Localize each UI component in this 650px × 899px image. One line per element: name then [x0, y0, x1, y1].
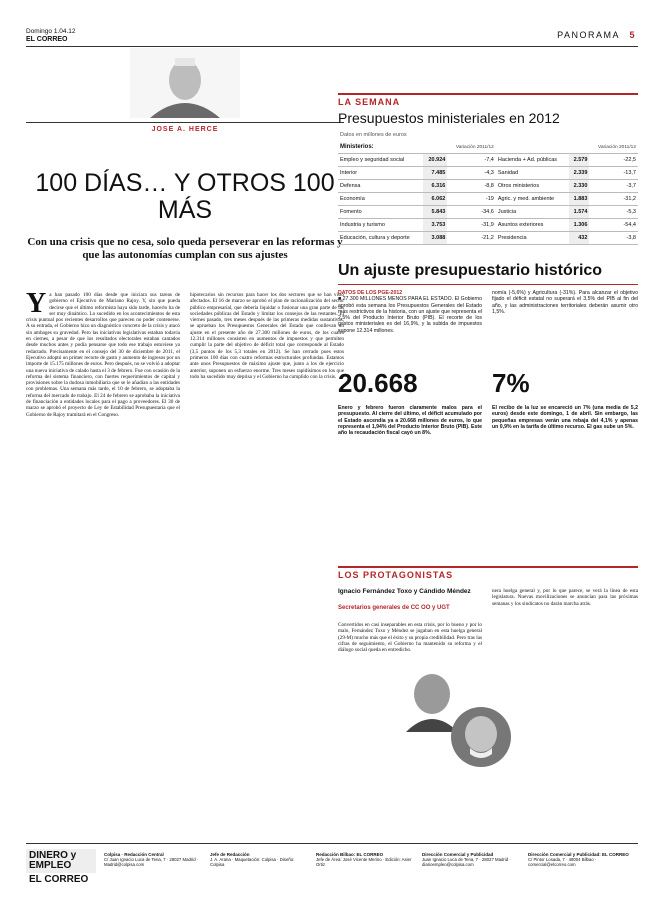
- budget-table: [338, 141, 638, 245]
- row-value-right: 2.579: [569, 154, 590, 167]
- protagonists-body: Convertidos en casi inseparables en esta crisis, por lo bueno y por lo malo, Fernández Toxo y Méndez se jugaban en esta huelga general (29-M) mucho más que el éxito y su propia credibilidad. Pero tras las cifras de seguimiento, el Gobierno ha mantenido su reforma y el diálogo social queda en entredicho.: [338, 622, 482, 654]
- author-photo: [130, 48, 240, 118]
- row-label-right: Presidencia: [496, 232, 569, 245]
- row-label-left: Defensa: [338, 180, 423, 193]
- row-label-right: Justicia: [496, 206, 569, 219]
- footer-col-1: [104, 852, 200, 868]
- row-var-right: -3,8: [589, 232, 638, 245]
- masthead-left: [26, 28, 76, 44]
- stat-electricity: 7%: [492, 368, 530, 398]
- footer-col-2: [210, 852, 306, 868]
- issue-date: Domingo 1.04.12: [26, 28, 76, 35]
- row-var-left: -19: [447, 193, 496, 206]
- row-value-right: 1.306: [569, 219, 590, 232]
- author-rule: [26, 122, 344, 123]
- row-value-left: 7.485: [423, 167, 447, 180]
- adjustment-col-2: [492, 290, 638, 354]
- footer-col-3: [316, 852, 412, 868]
- row-value-left: 3.088: [423, 232, 447, 245]
- opinion-column-2: [190, 292, 344, 832]
- footer-col-4: [422, 852, 518, 868]
- row-value-left: 3.753: [423, 219, 447, 232]
- footer-col-1-body: C/ Juan Ignacio Luca de Tena, 7 · 28027 Madrid · Madrid@colpisa.com: [104, 857, 199, 868]
- row-value-left: 20.924: [423, 154, 447, 167]
- row-var-left: -8,8: [447, 180, 496, 193]
- row-label-left: Empleo y seguridad social: [338, 154, 423, 167]
- col-variation-right: Variación 2011/12: [589, 141, 638, 154]
- table-row: [338, 206, 638, 219]
- opinion-headline: 100 DÍAS… Y OTROS 100 MÁS: [35, 169, 335, 224]
- row-label-right: Hacienda + Ad. públicas: [496, 154, 569, 167]
- table-row: [338, 167, 638, 180]
- row-label-right: Otros ministerios: [496, 180, 569, 193]
- logo-correo: EL CORREO: [29, 874, 89, 885]
- row-label-left: Interior: [338, 167, 423, 180]
- row-var-right: -54,4: [589, 219, 638, 232]
- row-var-left: -4,3: [447, 167, 496, 180]
- adjustment-subhead: DATOS DE LOS PGE-2012: [338, 290, 403, 296]
- row-label-left: Economía: [338, 193, 423, 206]
- row-var-left: -21,2: [447, 232, 496, 245]
- footer-logo: [26, 849, 96, 887]
- table-row: [338, 232, 638, 245]
- protagonists-col-2: [492, 588, 638, 834]
- stat2-text: El recibo de la luz se encareció un 7% (una media de 5,2 euros) desde este domingo, 1 de abril. Sin embargo, las pequeñas empresas verán una rebaja del 4,1% y apenas un 0,9% en la tarifa de último recurso. El gas sube un 5%.: [492, 405, 638, 430]
- row-var-right: -22,5: [589, 154, 638, 167]
- footer-col-1-title: Colpisa · Redacción Central: [104, 852, 164, 857]
- adjustment-body-right: nomía (-5,6%) y Agricultura (-31%). Para alcanzar el objetivo fijado el déficit estatal no superará el 3,5% del PIB al fin del año, y las administraciones territoriales deberán asumir otro 1,5%.: [492, 290, 638, 315]
- col-ministries: Ministerios:: [338, 141, 423, 154]
- row-label-left: Fomento: [338, 206, 423, 219]
- row-var-right: -3,7: [589, 180, 638, 193]
- semana-label: LA SEMANA: [338, 97, 401, 107]
- row-value-right: 2.339: [569, 167, 590, 180]
- table-row: [338, 193, 638, 206]
- stat1-text: Enero y febrero fueron claramente malos para el presupuesto. Al cierre del último, el déficit acumulado por el Estado ascendía ya a 20.668 millones de euros, lo que representa el 1,94% del Producto Interior Bruto (PIB). Este año la recaudación fiscal cayó un 8%.: [338, 405, 482, 437]
- opinion-body-1: a han pasado 100 días desde que iniciara sus tareas de gobierno el Ejecutivo de Mariano Rajoy. Y, sin que pueda decirse que el último reformista haya sido tarde, hacerlo ha de ser muy dinámico. Lo sucedido en los acontecimientos de esta crisis puntual pos recientes desarrollos que parecen no poder contenerse. A su entrada, el Gobierno hizo un diagnóstico concreto de la crisis y atacó sin ambages su gravedad. Pero las iniciativas legislativas estaban todavía en ciernes, a pesar de que los resultados electorales estaban cantados desde muchos antes y podía pensarse que todo ese trabajo estuviese ya redactado. Precisamente en el consejo del 30 de diciembre de 2011, el Ejecutivo adoptó un primer recorte de gasto y aumento de ingresos por un importe de 15.175 millones de euros. Pero después, no se volvió a adoptar una nueva iniciativa de calado hasta el 3 de febrero. Fue con ocasión de la reforma del sistema financiero, con fuertes requerimientos de capital y provisiones sobre la dudosa inmobiliaria que se le añadían a las entidades con problemas. Una semana más tarde, el 10 de febrero, se adoptaba la reforma del mercado de trabajo. El 24 de febrero se aprobaba la iniciativa de financiación a entidades locales para el pago a proveedores. El 30 de marzo se aprobó el proyecto de Ley de Estabilidad Presupuestaria que el Gobierno de Rajoy tramitará en el Congreso.: [26, 292, 180, 418]
- adjust-rule: [338, 284, 638, 285]
- row-label-left: Industria y turismo: [338, 219, 423, 232]
- row-label-left: Educación, cultura y deporte: [338, 232, 423, 245]
- row-var-left: -34,6: [447, 206, 496, 219]
- row-label-right: Agric. y med. ambiente: [496, 193, 569, 206]
- budget-units: Datos en millones de euros: [340, 132, 407, 138]
- footer-col-4-body: Juan Ignacio Luca de Tena, 7 · 28027 Madrid · diarioempleo@colpisa.com: [422, 857, 511, 868]
- row-label-right: Asuntos exteriores: [496, 219, 569, 232]
- row-var-right: -13,7: [589, 167, 638, 180]
- opinion-body-2: hipotecarios sin recursos para hacer los dos sectores que se han visto afectados. El 16 de marzo se aprobó el plan de racionalización del sector público empresarial, que debería liquidar o fusionar una gran parte de las sociedades públicas del Estado y limitar los consejos de las restantes. El viernes pasado, tres meses después de las primeras medidas sustantivas, se aprueban los Presupuestos Generales del Estado que conllevan un ajuste en el presente año de 27.300 millones de euros, de los cuales 12.314 millones consisten en aumentos de impuestos y que permiten cumplir la parte del objetivo de déficit total que corresponde al Estado (3,5 puntos de los 5,3 totales en 2012). Se han cerrado pues estos primeros 100 días con cuatro reformas estructurales profundas. Estamos ante unos Presupuestos de máximo ajuste que, junto a los de ejercicio anterior, suponen un esfuerzo enorme. Tres meses rapidísimos en los que todo ha sucedido muy deprisa y el Gobierno ha cumplido con la crisis.: [190, 292, 344, 380]
- section-name: PANORAMA: [557, 30, 620, 40]
- row-value-left: 5.843: [423, 206, 447, 219]
- row-value-left: 6.316: [423, 180, 447, 193]
- protagonists-rule: [338, 566, 638, 568]
- protagonists-body-right: nera huelga general y, por lo que parece, se verá la línea de esta legislatura. Nuevas movilizaciones se anuncian para las próximas semanas y los sindicatos no darán marcha atrás.: [492, 588, 638, 607]
- row-var-left: -31,9: [447, 219, 496, 232]
- paper-name: EL CORREO: [26, 36, 68, 43]
- protagonists-role: Secretarios generales de CC OO y UGT: [338, 605, 450, 611]
- stat-deficit: 20.668: [338, 368, 418, 398]
- opinion-column-1: [26, 292, 180, 832]
- footer-col-5-body: C/ Pintor Losada, 7 · 48004 Bilbao · comercial@elcorreo.com: [528, 857, 597, 868]
- table-row: [338, 180, 638, 193]
- protagonists-names: Ignacio Fernández Toxo y Cándido Méndez: [338, 588, 471, 595]
- page-number: 5: [629, 30, 636, 40]
- semana-rule: [338, 93, 638, 95]
- row-value-left: 6.062: [423, 193, 447, 206]
- row-var-right: -5,3: [589, 206, 638, 219]
- row-var-left: -7,4: [447, 154, 496, 167]
- table-header-row: [338, 141, 638, 154]
- table-row: [338, 219, 638, 232]
- masthead-right: [557, 30, 636, 40]
- col-variation-left: Variación 2011/12: [447, 141, 496, 154]
- table-row: [338, 154, 638, 167]
- adjustment-headline: Un ajuste presupuestario histórico: [338, 262, 603, 279]
- footer-col-4-title: Dirección Comercial y Publicidad: [422, 852, 494, 857]
- dropcap: Y: [26, 292, 47, 319]
- row-value-right: 432: [569, 232, 590, 245]
- header-rule: [26, 46, 638, 47]
- mendez-photo: [450, 706, 512, 768]
- row-label-right: Sanidad: [496, 167, 569, 180]
- logo-dinero: DINERO y EMPLEO: [26, 849, 96, 873]
- footer-col-2-body: J. A. Arana · Maquetación: Colpisa · Diseño: Colpisa: [210, 857, 295, 868]
- opinion-deck: Con una crisis que no cesa, solo queda perseverar en las reformas y que las autonomías cumplan con sus ajustes: [27, 236, 343, 261]
- adjustment-body: ■ 27.300 MILLONES MENOS PARA EL ESTADO. El Gobierno aprobó esta semana los Presupuestos Generales del Estado más restrictivos de la historia, con un ajuste que representa el 2,5% del Producto Interior Bruto (PIB). El recorte de los gastos ministeriales es del 16,9%, y la subida de impuestos supone 12.314 millones.: [338, 296, 482, 334]
- protagonists-label: LOS PROTAGONISTAS: [338, 570, 454, 580]
- footer-col-3-body: Jefe de Área: José Vicente Merino · Edición: Asier Ortiz: [316, 857, 412, 868]
- author-name: JOSE A. HERCE: [151, 126, 219, 133]
- footer-rule: [26, 843, 638, 844]
- row-value-right: 1.574: [569, 206, 590, 219]
- row-value-right: 1.883: [569, 193, 590, 206]
- footer-col-5: [528, 852, 638, 868]
- adjustment-col-1: [338, 290, 482, 354]
- row-value-right: 2.330: [569, 180, 590, 193]
- row-var-right: -31,2: [589, 193, 638, 206]
- budget-title: Presupuestos ministeriales en 2012: [338, 110, 560, 126]
- footer-col-2-title: Jefe de Redacción: [210, 852, 250, 857]
- footer-col-5-title: Dirección Comercial y Publicidad: EL CORREO: [528, 852, 629, 857]
- footer-col-3-title: Redacción Bilbao: EL CORREO: [316, 852, 384, 857]
